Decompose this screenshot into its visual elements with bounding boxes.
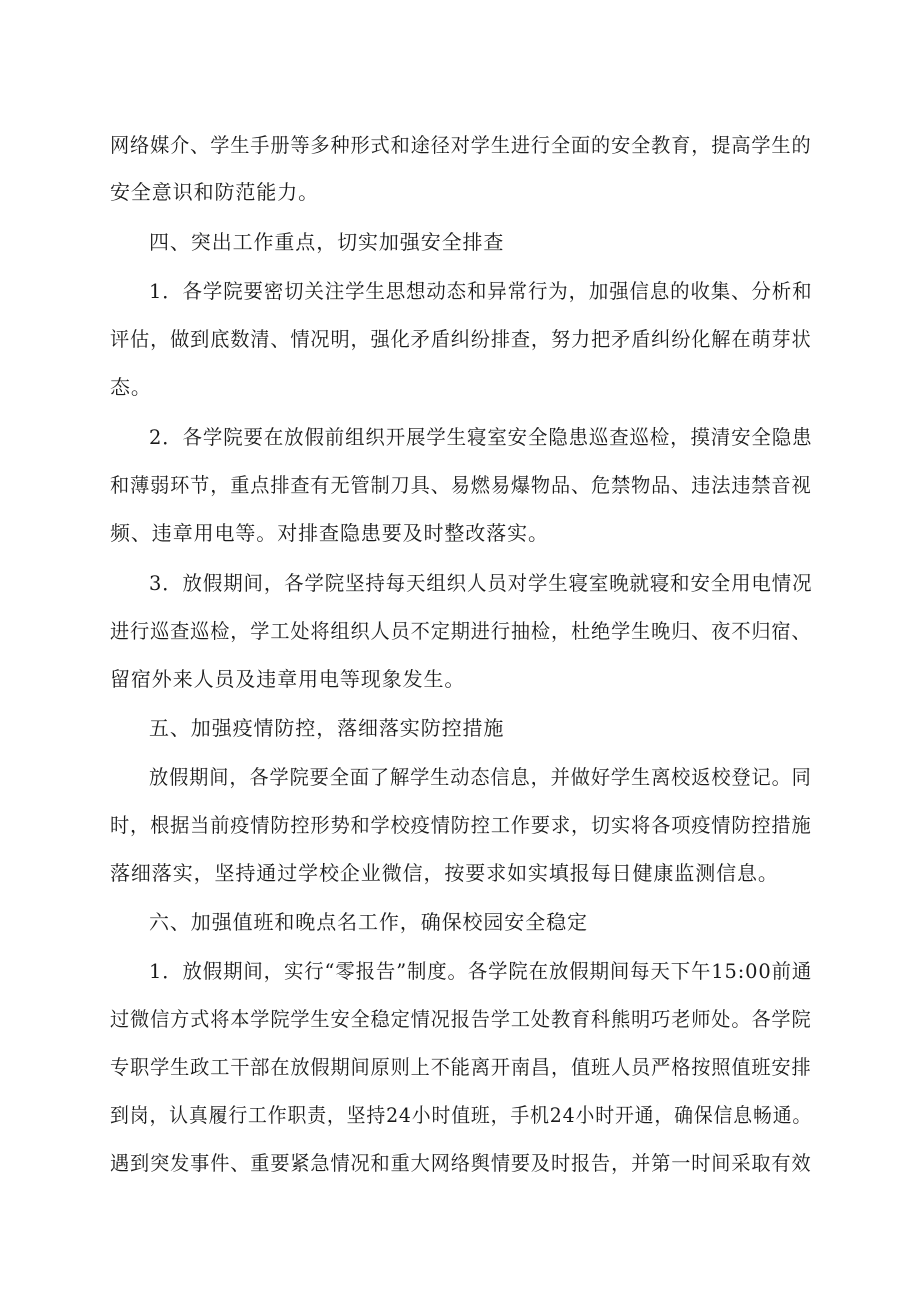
paragraph-5-line-2: 时，根据当前疫情防控形势和学校疫情防控工作要求，切实将各项疫情防控措施 — [110, 813, 812, 837]
item-6-1-line-4: 到岗，认真履行工作职责，坚持24小时值班，手机24小时开通，确保信息畅通。 — [110, 1103, 813, 1127]
item-4-3-line-2: 进行巡查巡检，学工处将组织人员不定期进行抽检，杜绝学生晚归、夜不归宿、 — [110, 619, 812, 643]
section-6-heading: 六、加强值班和晚点名工作，确保校园安全稳定 — [149, 910, 588, 934]
item-6-1-line-5: 遇到突发事件、重要紧急情况和重大网络舆情要及时报告，并第一时间采取有效 — [110, 1151, 812, 1175]
item-4-3-line-3: 留宿外来人员及违章用电等现象发生。 — [110, 667, 466, 691]
item-4-1-line-1: 1．各学院要密切关注学生思想动态和异常行为，加强信息的收集、分析和 — [149, 279, 813, 303]
paragraph-1-line-2: 安全意识和防范能力。 — [110, 180, 319, 204]
section-5-heading: 五、加强疫情防控，落细落实防控措施 — [149, 716, 505, 740]
item-6-1-line-3: 专职学生政工干部在放假期间原则上不能离开南昌，值班人员严格按照值班安排 — [110, 1055, 812, 1079]
item-6-1-line-1: 1．放假期间，实行“零报告”制度。各学院在放假期间每天下午15:00前通 — [149, 959, 813, 983]
item-4-3-line-1: 3．放假期间，各学院坚持每天组织人员对学生寝室晚就寝和安全用电情况 — [149, 571, 813, 595]
section-4-heading: 四、突出工作重点，切实加强安全排查 — [149, 230, 505, 254]
item-4-1-line-2: 评估，做到底数清、情况明，强化矛盾纠纷排查，努力把矛盾纠纷化解在萌芽状 — [110, 327, 812, 351]
item-6-1-line-2: 过微信方式将本学院学生安全稳定情况报告学工处教育科熊明巧老师处。各学院 — [110, 1007, 812, 1031]
paragraph-1-line-1: 网络媒介、学生手册等多种形式和途径对学生进行全面的安全教育，提高学生的 — [110, 133, 812, 157]
item-4-2-line-1: 2．各学院要在放假前组织开展学生寝室安全隐患巡查巡检，摸清安全隐患 — [149, 425, 813, 449]
paragraph-5-line-1: 放假期间，各学院要全面了解学生动态信息，并做好学生离校返校登记。同 — [149, 765, 812, 789]
paragraph-5-line-3: 落细落实，坚持通过学校企业微信，按要求如实填报每日健康监测信息。 — [110, 861, 779, 885]
item-4-1-line-3: 态。 — [110, 375, 152, 399]
item-4-2-line-2: 和薄弱环节，重点排查有无管制刀具、易燃易爆物品、危禁物品、违法违禁音视 — [110, 473, 812, 497]
item-4-2-line-3: 频、违章用电等。对排查隐患要及时整改落实。 — [110, 521, 549, 545]
